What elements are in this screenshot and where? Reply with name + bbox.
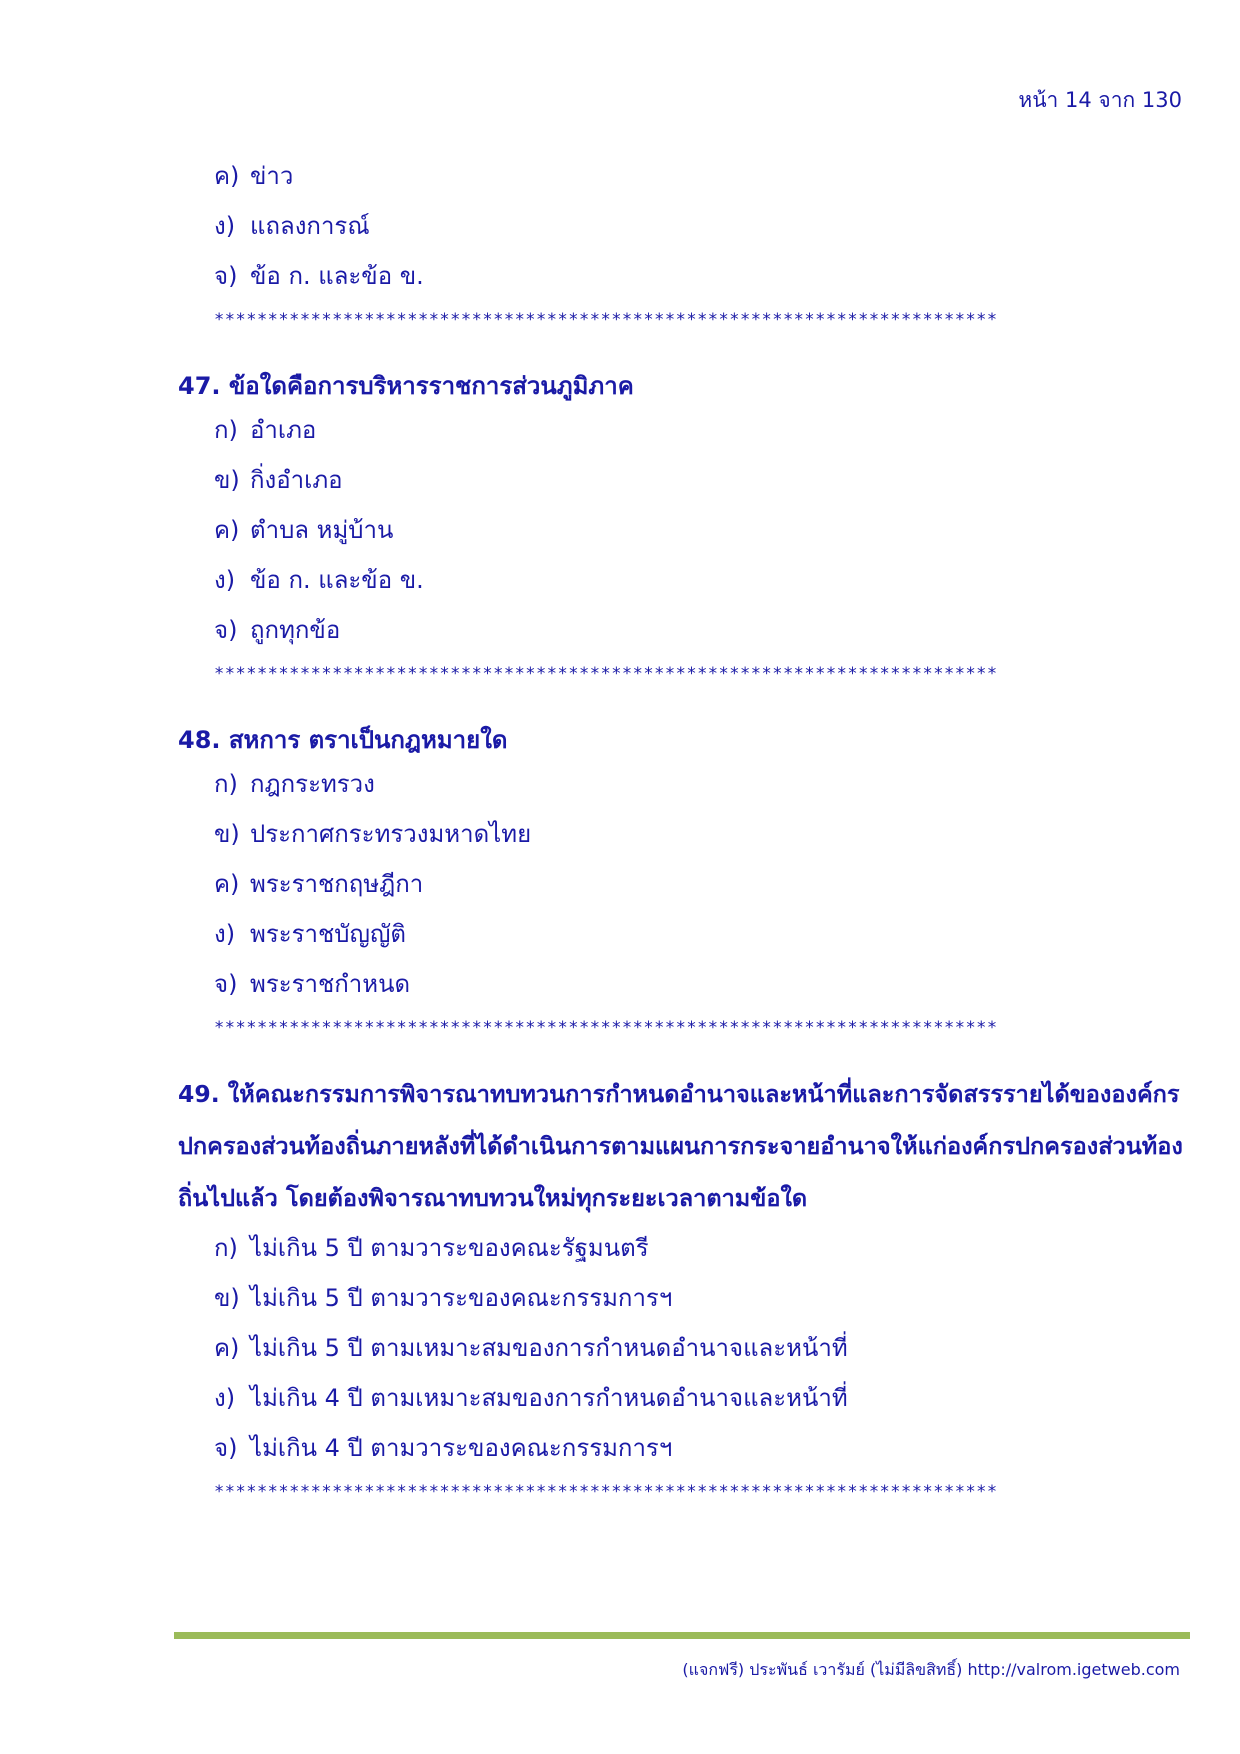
separator-line: *************************************************************************	[214, 310, 998, 330]
option-item	[214, 464, 1188, 514]
option-letter: ค)	[214, 516, 240, 544]
option-item	[214, 514, 1188, 564]
option-letter: ข)	[214, 466, 240, 494]
question-47: 47. ข้อใดคือการบริหารราชการส่วนภูมิภาค	[178, 372, 634, 400]
option-item	[214, 160, 1188, 210]
option-letter: จ)	[214, 616, 238, 644]
option-letter: ค)	[214, 870, 240, 898]
option-item	[214, 918, 1188, 968]
option-letter: ง)	[214, 1384, 236, 1412]
option-letter: ก)	[214, 770, 238, 798]
option-item	[214, 260, 1188, 310]
option-item	[214, 210, 1188, 260]
option-item	[214, 614, 1188, 664]
option-letter: ง)	[214, 566, 236, 594]
option-text: ข้อ ก. และข้อ ข.	[250, 262, 424, 290]
option-text: ไม่เกิน 5 ปี ตามวาระของคณะรัฐมนตรี	[250, 1234, 649, 1262]
option-letter: ค)	[214, 162, 240, 190]
option-text: ไม่เกิน 4 ปี ตามวาระของคณะกรรมการฯ	[250, 1434, 673, 1462]
option-letter: ข)	[214, 820, 240, 848]
option-text: ประกาศกระทรวงมหาดไทย	[250, 820, 532, 848]
question-48: 48. สหการ ตราเป็นกฎหมายใด	[178, 726, 508, 754]
option-item	[214, 414, 1188, 464]
option-item	[214, 1332, 1188, 1382]
option-text: พระราชบัญญัติ	[250, 920, 406, 948]
option-text: ตำบล หมู่บ้าน	[250, 516, 394, 544]
option-item	[214, 868, 1188, 918]
separator-line: *************************************************************************	[214, 664, 998, 684]
option-text: ถูกทุกข้อ	[250, 616, 341, 644]
option-text: พระราชกำหนด	[250, 970, 411, 998]
separator-line: *************************************************************************	[214, 1482, 998, 1502]
option-text: พระราชกฤษฎีกา	[250, 870, 424, 898]
option-item	[214, 968, 1188, 1018]
option-text: ไม่เกิน 5 ปี ตามวาระของคณะกรรมการฯ	[250, 1284, 673, 1312]
option-letter: ข)	[214, 1284, 240, 1312]
option-item	[214, 818, 1188, 868]
option-item	[214, 564, 1188, 614]
option-letter: ก)	[214, 1234, 238, 1262]
option-letter: จ)	[214, 262, 238, 290]
footer-credit: (แจกฟรี) ประพันธ์ เวารัมย์ (ไม่มีลิขสิทธิ์) http://valrom.igetweb.com	[682, 1660, 1180, 1679]
option-text: ไม่เกิน 4 ปี ตามเหมาะสมของการกำหนดอำนาจและหน้าที่	[250, 1384, 848, 1412]
option-text: กิ่งอำเภอ	[250, 466, 343, 494]
option-text: ข้อ ก. และข้อ ข.	[250, 566, 424, 594]
option-text: ข่าว	[250, 162, 294, 190]
option-text: ไม่เกิน 5 ปี ตามเหมาะสมของการกำหนดอำนาจและหน้าที่	[250, 1334, 848, 1362]
separator-line: *************************************************************************	[214, 1018, 998, 1038]
option-letter: ก)	[214, 416, 238, 444]
option-text: อำเภอ	[250, 416, 317, 444]
option-item	[214, 768, 1188, 818]
footer-rule	[174, 1632, 1190, 1639]
question-49: 49. ให้คณะกรรมการพิจารณาทบทวนการกำหนดอำนาจและหน้าที่และการจัดสรรรายได้ขององค์กรปกครองส่วนท้องถิ่นภายหลังที่ได้ดำเนินการตามแผนการกระจายอำนาจให้แก่องค์กรปกครองส่วนท้องถิ่นไปแล้ว โดยต้องพิจารณาทบทวนใหม่ทุกระยะเวลาตามข้อใด	[178, 1080, 1183, 1212]
option-text: แถลงการณ์	[250, 212, 370, 240]
option-text: กฎกระทรวง	[250, 770, 375, 798]
option-letter: ง)	[214, 920, 236, 948]
page-number: หน้า 14 จาก 130	[1018, 88, 1182, 112]
option-item	[214, 1432, 1188, 1482]
option-item	[214, 1382, 1188, 1432]
page-content	[178, 160, 1188, 1532]
option-letter: จ)	[214, 1434, 238, 1462]
option-letter: ง)	[214, 212, 236, 240]
option-item	[214, 1232, 1188, 1282]
option-letter: ค)	[214, 1334, 240, 1362]
option-item	[214, 1282, 1188, 1332]
option-letter: จ)	[214, 970, 238, 998]
